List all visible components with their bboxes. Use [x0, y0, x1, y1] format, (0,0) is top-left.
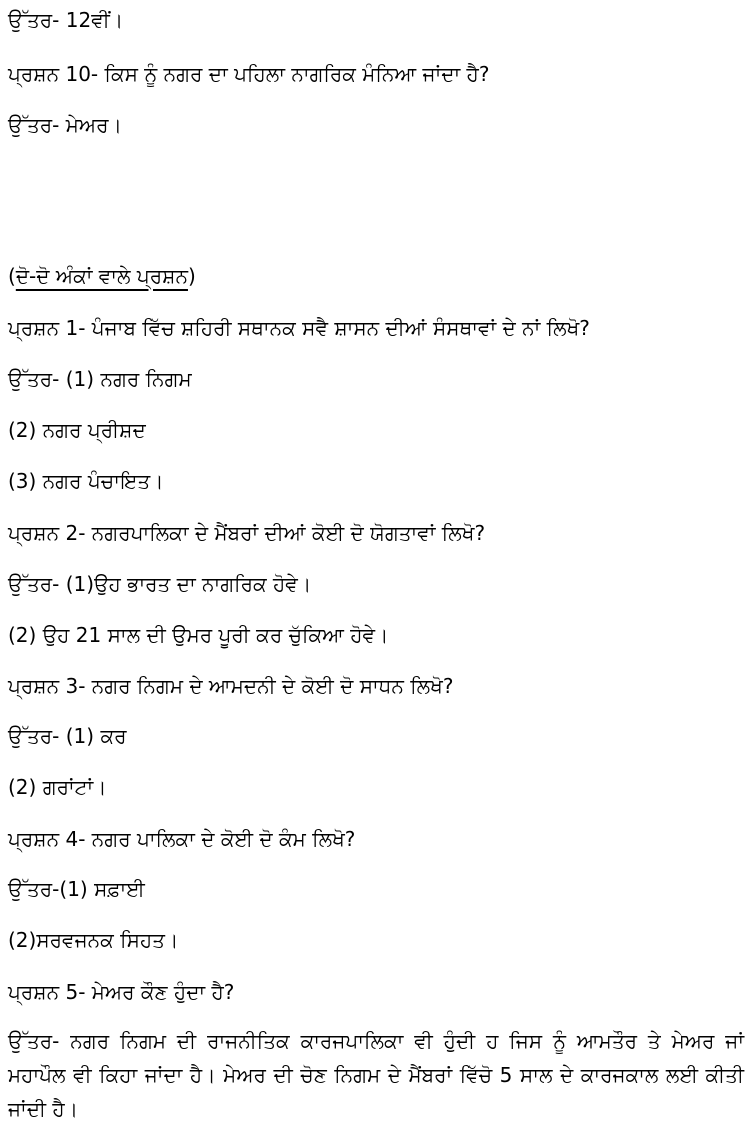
answer-line: (3) ਨਗਰ ਪੰਚਾਇਤ।: [8, 469, 164, 493]
question-4: ਪ੍ਰਸ਼ਨ 4- ਨਗਰ ਪਾਲਿਕਾ ਦੇ ਕੋਈ ਦੋ ਕੰਮ ਲਿਖੋ?: [8, 827, 356, 851]
question-10: ਪ੍ਰਸ਼ਨ 10- ਕਿਸ ਨੂੰ ਨਗਰ ਦਾ ਪਹਿਲਾ ਨਾਗਰਿਕ ਮੰਨਿਆ ਜਾਂਦਾ ਹੈ?: [8, 62, 490, 86]
section-heading: [8, 262, 196, 290]
question-3: ਪ੍ਰਸ਼ਨ 3- ਨਗਰ ਨਿਗਮ ਦੇ ਆਮਦਨੀ ਦੇ ਕੋਈ ਦੋ ਸਾਧਨ ਲਿਖੋ?: [8, 674, 454, 698]
answer-line: ਉੱਤਰ- (1) ਨਗਰ ਨਿਗਮ: [8, 367, 192, 391]
answer-line: ਉੱਤਰ- (1) ਕਰ: [8, 724, 127, 748]
question-1: ਪ੍ਰਸ਼ਨ 1- ਪੰਜਾਬ ਵਿੱਚ ਸ਼ਹਿਰੀ ਸਥਾਨਕ ਸਵੈ ਸ਼ਾਸਨ ਦੀਆਂ ਸੰਸਥਾਵਾਂ ਦੇ ਨਾਂ ਲਿਖੋ?: [8, 316, 590, 340]
answer-line: (2) ਉਹ 21 ਸਾਲ ਦੀ ਉਮਰ ਪੂਰੀ ਕਰ ਚੁੱਕਿਆ ਹੋਵੇ।: [8, 623, 389, 647]
section-title: ਦੋ-ਦੋ ਅੰਕਾਂ ਵਾਲੇ ਪ੍ਰਸ਼ਨ: [15, 264, 188, 288]
answer-line: ਉੱਤਰ- ਮੇਅਰ।: [8, 113, 122, 137]
answer-line: ਉੱਤਰ-(1) ਸਫ਼ਾਈ: [8, 877, 145, 901]
answer-line: ਉੱਤਰ- (1)ਉਹ ਭਾਰਤ ਦਾ ਨਾਗਰਿਕ ਹੋਵੇ।: [8, 572, 312, 596]
question-2: ਪ੍ਰਸ਼ਨ 2- ਨਗਰਪਾਲਿਕਾ ਦੇ ਮੈਂਬਰਾਂ ਦੀਆਂ ਕੋਈ ਦੋ ਯੋਗਤਾਵਾਂ ਲਿਖੋ?: [8, 521, 486, 545]
answer-line: (2) ਗਰਾਂਟਾਂ।: [8, 775, 107, 799]
section-close-paren: ): [187, 264, 196, 288]
answer-line: (2) ਨਗਰ ਪ੍ਰੀਸ਼ਦ: [8, 418, 146, 442]
answer-line: (2)ਸਰਵਜਨਕ ਸਿਹਤ।: [8, 928, 179, 952]
answer-paragraph: ਉੱਤਰ- ਨਗਰ ਨਿਗਮ ਦੀ ਰਾਜਨੀਤਿਕ ਕਾਰਜਪਾਲਿਕਾ ਵੀ ਹੁੰਦੀ ਹ ਜਿਸ ਨੂੰ ਆਮਤੌਰ ਤੇ ਮੇਅਰ ਜਾਂ ਮਹਾਪੌਲ ਵੀ ਕਿਹਾ ਜਾਂਦਾ ਹੈ। ਮੇਅਰ ਦੀ ਚੋਣ ਨਿਗਮ ਦੇ ਮੈਂਬਰਾਂ ਵਿੱਚੋ 5 ਸਾਲ ਦੇ ਕਾਰਜਕਾਲ ਲਈ ਕੀਤੀ ਜਾਂਦੀ ਹੈ।: [8, 1029, 744, 1121]
question-5: ਪ੍ਰਸ਼ਨ 5- ਮੇਅਰ ਕੌਣ ਹੁੰਦਾ ਹੈ?: [8, 980, 235, 1004]
section-open-paren: (: [8, 264, 16, 288]
answer-line: ਉੱਤਰ- 12ਵੀਂ।: [8, 8, 124, 32]
